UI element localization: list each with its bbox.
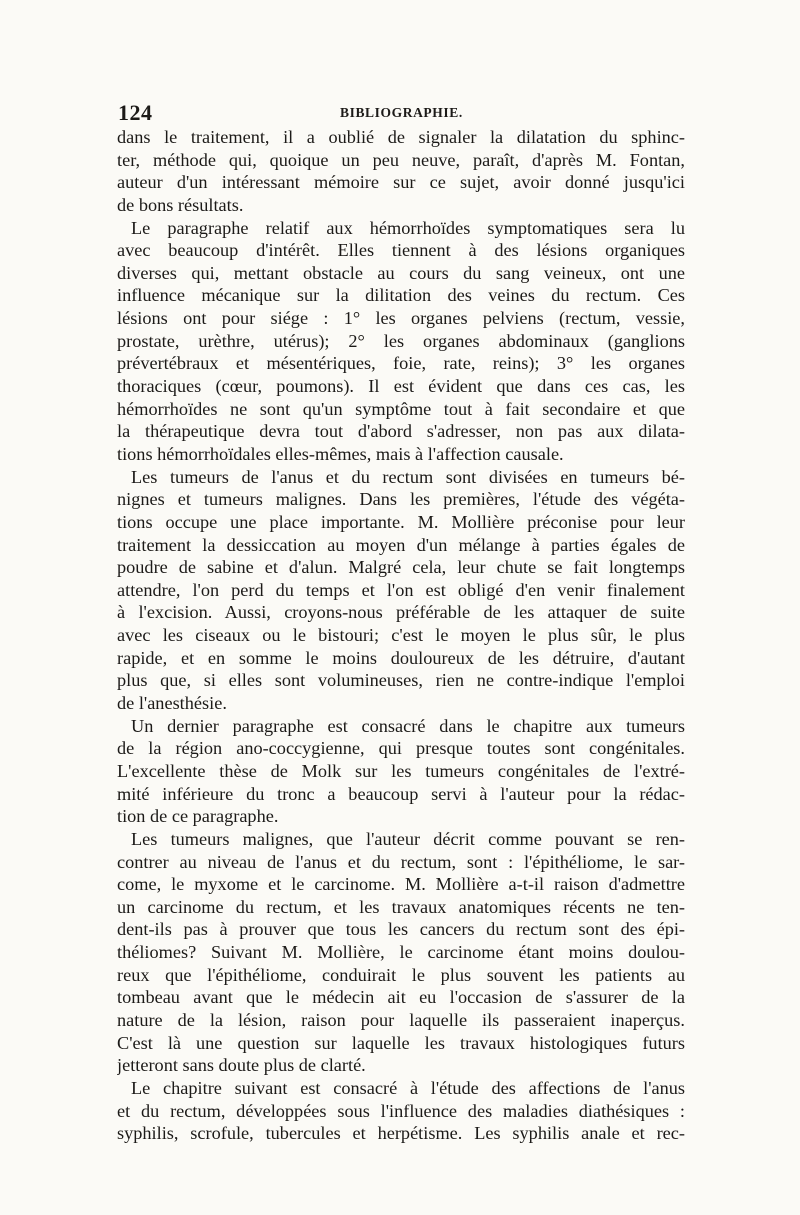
- text-line: et du rectum, développées sous l'influence des maladies diathésiques :: [117, 1100, 685, 1121]
- text-line: tions hémorrhoïdales elles-mêmes, mais à l'affection causale.: [117, 443, 564, 464]
- text-line: plus que, si elles sont volumineuses, rien ne contre-indique l'emploi: [117, 670, 685, 691]
- text-line: Le chapitre suivant est consacré à l'étude des affections de l'anus: [131, 1077, 685, 1098]
- text-line: ter, méthode qui, quoique un peu neuve, paraît, d'après M. Fontan,: [117, 149, 685, 170]
- text-line: dent-ils pas à prouver que tous les cancers du rectum sont des épi-: [117, 919, 685, 940]
- text-line: come, le myxome et le carcinome. M. Mollière a-t-il raison d'admettre: [117, 874, 685, 895]
- text-line: attendre, l'on perd du temps et l'on est obligé d'en venir finalement: [117, 579, 685, 600]
- text-line: Les tumeurs de l'anus et du rectum sont divisées en tumeurs bé-: [131, 466, 685, 487]
- text-line: Le paragraphe relatif aux hémorrhoïdes symptomatiques sera lu: [131, 217, 685, 238]
- text-line: prévertébraux et mésentériques, foie, rate, reins); 3° les organes: [117, 353, 685, 374]
- text-line: reux que l'épithéliome, conduirait le plus souvent les patients au: [117, 964, 685, 985]
- text-line: tombeau avant que le médecin ait eu l'occasion de s'assurer de la: [117, 987, 685, 1008]
- text-line: C'est là une question sur laquelle les travaux histologiques futurs: [117, 1032, 685, 1053]
- text-line: contrer au niveau de l'anus et du rectum, sont : l'épithéliome, le sar-: [117, 851, 685, 872]
- text-line: hémorrhoïdes ne sont qu'un symptôme tout à fait secondaire et que: [117, 398, 685, 419]
- text-line: Un dernier paragraphe est consacré dans le chapitre aux tumeurs: [131, 715, 685, 736]
- text-line: lésions ont pour siége : 1° les organes pelviens (rectum, vessie,: [117, 308, 685, 329]
- text-line: Les tumeurs malignes, que l'auteur décrit comme pouvant se ren-: [131, 828, 685, 849]
- text-line: avec les ciseaux ou le bistouri; c'est le moyen le plus sûr, le plus: [117, 625, 685, 646]
- text-line: nature de la lésion, raison pour laquelle ils passeraient inaperçus.: [117, 1009, 685, 1030]
- text-line: syphilis, scrofule, tubercules et herpétisme. Les syphilis anale et rec-: [117, 1123, 685, 1144]
- text-line: de l'anesthésie.: [117, 693, 227, 714]
- text-line: prostate, urèthre, utérus); 2° les organes abdominaux (ganglions: [117, 330, 685, 351]
- text-line: de la région ano-coccygienne, qui presque toutes sont congénitales.: [117, 738, 685, 759]
- text-line: mité inférieure du tronc a beaucoup servi à l'auteur pour la rédac-: [117, 783, 685, 804]
- text-line: jetteront sans doute plus de clarté.: [117, 1055, 366, 1076]
- page-number: 124: [118, 100, 153, 125]
- text-line: la thérapeutique devra tout d'abord s'adresser, non pas aux dilata-: [117, 421, 685, 442]
- text-line: tions occupe une place importante. M. Mollière préconise pour leur: [117, 511, 685, 532]
- text-line: auteur d'un intéressant mémoire sur ce sujet, avoir donné jusqu'ici: [117, 172, 685, 193]
- text-line: un carcinome du rectum, et les travaux anatomiques récents ne ten-: [117, 896, 685, 917]
- text-line: tion de ce paragraphe.: [117, 806, 279, 827]
- text-line: avec beaucoup d'intérêt. Elles tiennent à des lésions organiques: [117, 240, 685, 261]
- text-line: influence mécanique sur la dilitation des veines du rectum. Ces: [117, 285, 685, 306]
- text-line: poudre de sabine et d'alun. Malgré cela, leur chute se fait longtemps: [117, 557, 685, 578]
- text-line: rapide, et en somme le moins douloureux de les détruire, d'autant: [117, 647, 685, 668]
- text-line: dans le traitement, il a oublié de signaler la dilatation du sphinc-: [117, 127, 685, 147]
- body-text: [117, 126, 685, 1145]
- text-line: thoraciques (cœur, poumons). Il est évident que dans ces cas, les: [117, 376, 685, 397]
- text-line: à l'excision. Aussi, croyons-nous préférable de les attaquer de suite: [117, 602, 685, 623]
- text-line: nignes et tumeurs malignes. Dans les premières, l'étude des végéta-: [117, 489, 685, 510]
- text-line: diverses qui, mettant obstacle au cours du sang veineux, ont une: [117, 262, 685, 283]
- page-header: [118, 100, 684, 126]
- text-line: théliomes? Suivant M. Mollière, le carcinome étant moins doulou-: [117, 942, 685, 963]
- running-title: BIBLIOGRAPHIE.: [340, 105, 463, 120]
- text-line: L'excellente thèse de Molk sur les tumeurs congénitales de l'extré-: [117, 760, 685, 781]
- text-line: de bons résultats.: [117, 194, 244, 215]
- text-line: traitement la dessiccation au moyen d'un mélange à parties égales de: [117, 534, 685, 555]
